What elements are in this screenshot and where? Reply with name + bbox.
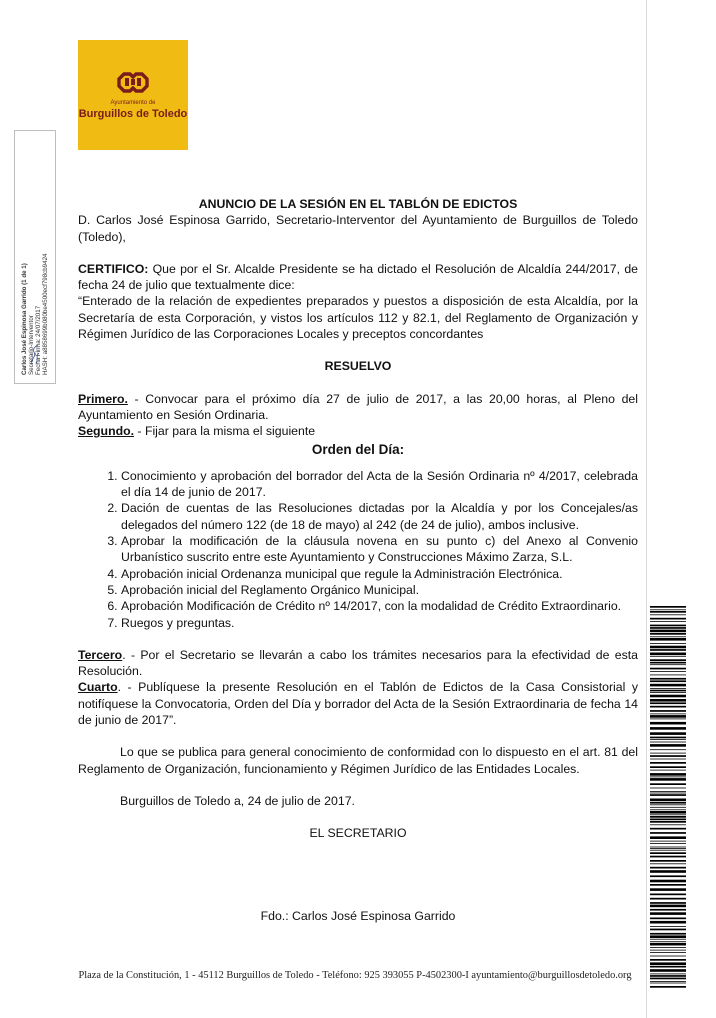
barcode-bar (650, 966, 686, 968)
agenda-item: 5. Aprobación inicial del Reglamento Orgánico Municipal. (121, 582, 638, 598)
agenda-item: 6. Aprobación Modificación de Crédito nº 14/2017, con la modalidad de Crédito Extraordinario. (121, 598, 638, 614)
primero-paragraph (78, 391, 638, 424)
barcode-bar (650, 912, 686, 915)
barcode-bar (650, 777, 686, 778)
handwritten-signature-icon (27, 343, 43, 367)
barcode-bar (650, 649, 686, 651)
barcode-bar (650, 699, 686, 702)
barcode-bar (650, 856, 686, 858)
barcode-bar (650, 828, 686, 830)
barcode-bar (650, 794, 686, 796)
document-title: ANUNCIO DE LA SESIÓN EN EL TABLÓN DE EDICTOS (198, 197, 518, 211)
barcode-bar (650, 662, 686, 664)
barcode-bar (650, 843, 686, 844)
signer-role: EL SECRETARIO (309, 826, 407, 841)
certifico-paragraph (78, 261, 638, 294)
barcode-bar (650, 646, 686, 649)
primero-label: Primero. (78, 391, 128, 406)
barcode-bar (650, 732, 686, 735)
barcode-bar (650, 793, 686, 794)
barcode-bar (650, 739, 686, 740)
barcode-bar (650, 959, 686, 961)
barcode-bar (650, 715, 686, 718)
barcode-bar (650, 852, 686, 854)
barcode-bar (650, 791, 686, 792)
primero-text: - Convocar para el próximo día 27 de julio de 2017, a las 20,00 horas, al Pleno del Ayuntamiento en Sesión Ordinaria. (78, 391, 638, 422)
margin-rule (646, 0, 647, 1018)
barcode-bar (650, 762, 686, 764)
barcode-bar (650, 804, 686, 805)
barcode-bar (650, 653, 686, 656)
barcode-bar (650, 684, 686, 687)
barcode-bar (650, 841, 686, 842)
barcode-bar (650, 962, 686, 965)
barcode-bar (650, 690, 686, 692)
barcode-bar (650, 664, 686, 665)
barcode-bar (650, 783, 686, 785)
cuarto-paragraph (78, 679, 638, 728)
barcode-bar (650, 618, 686, 620)
barcode-bar (650, 952, 686, 953)
barcode-bar (650, 749, 686, 750)
agenda-item: 2. Dación de cuentas de las Resoluciones dictadas por la Alcaldía y por los Concejales/as delegados del número 122 (de 18 de mayo) al 242 (de 24 de julio), ambos inclusive. (121, 500, 638, 533)
stamp-signer: Carlos José Espinosa Garrido (1 de 1) (21, 263, 28, 375)
barcode-bar (650, 981, 686, 982)
barcode-bar (650, 824, 686, 825)
barcode-bar (650, 975, 686, 977)
barcode-bar (650, 702, 686, 704)
barcode-bar (650, 863, 686, 864)
barcode-bar (650, 918, 686, 920)
barcode-bar (650, 659, 686, 661)
castle-emblem-icon (78, 40, 188, 150)
barcode-bar (650, 625, 686, 627)
barcode-bar (650, 935, 686, 938)
barcode-bar (650, 898, 686, 900)
barcode-bar (650, 978, 686, 980)
segundo-paragraph (78, 423, 638, 439)
cuarto-label: Cuarto (78, 680, 118, 695)
barcode-bar (650, 809, 686, 810)
barcode-bar (650, 773, 686, 776)
barcode-bar (650, 867, 686, 869)
barcode-bar (650, 947, 686, 948)
barcode-bar (650, 814, 686, 815)
stamp-role: Secretario-Interventor (28, 315, 35, 375)
agenda-item: 4. Aprobación inicial Ordenanza municipal que regule la Administración Electrónica. (121, 566, 638, 582)
barcode-bar (650, 799, 686, 802)
barcode-bar (650, 675, 686, 676)
agenda-list (78, 468, 638, 631)
signature-stamp (14, 130, 56, 384)
barcode-bar (650, 986, 686, 988)
barcode-bar (650, 678, 686, 680)
barcode-bar (650, 627, 686, 629)
publication-paragraph: Lo que se publica para general conocimiento de conformidad con lo dispuesto en el art. 81 del Reglamento de Organización, funcionamiento y Régimen Jurídico de las Entidades Locales. (78, 745, 638, 776)
barcode-bar (650, 974, 686, 975)
barcode-bar (650, 680, 686, 682)
barcode-bar (650, 950, 686, 951)
barcode-bar (650, 614, 686, 615)
barcode-bar (650, 722, 686, 725)
barcode-bar (650, 710, 686, 712)
barcode-bar (650, 759, 686, 760)
barcode-bar (650, 848, 686, 849)
agenda-item: 1. Conocimiento y aprobación del borrador del Acta de la Sesión Ordinaria nº 4/2017, celebrada el día 14 de junio de 2017. (121, 468, 638, 501)
barcode-bar (650, 671, 686, 672)
stamp-hash: HASH: a8858699b080be4500ecf798cb9424 (42, 253, 49, 375)
orden-del-dia-heading: Orden del Día: (311, 441, 405, 457)
agenda-item: 7. Ruegos y preguntas. (121, 615, 638, 631)
barcode-bar (650, 611, 686, 613)
barcode-bar (650, 688, 686, 689)
barcode-bar (650, 744, 686, 747)
barcode-bar (650, 933, 686, 935)
barcode-bar (650, 870, 686, 873)
barcode-bar (650, 609, 686, 610)
intro-paragraph: D. Carlos José Espinosa Garrido, Secretario-Interventor del Ayuntamiento de Burguillos de Toledo (Toledo), (78, 213, 638, 244)
barcode (650, 606, 686, 988)
barcode-bar (650, 894, 686, 896)
barcode-bar (650, 969, 686, 972)
barcode-bar (650, 638, 686, 641)
document-body (78, 196, 638, 924)
stamp-date: Fecha Firma: 24/07/2017 (35, 305, 42, 375)
barcode-bar (650, 630, 686, 633)
barcode-bar (650, 926, 686, 927)
barcode-bar (650, 884, 686, 886)
certifico-label: CERTIFICO: (78, 261, 149, 276)
barcode-bar (650, 719, 686, 720)
barcode-bar (650, 875, 686, 877)
signer-name: Fdo.: Carlos José Espinosa Garrido (260, 908, 456, 923)
barcode-bar (650, 706, 686, 708)
barcode-bar (650, 943, 686, 946)
agenda-item: 3. Aprobar la modificación de la cláusula novena en su punto c) del Anexo al Convenio Urbanístico suscrito entre este Ayuntamiento y Construcciones Máximo Zarza, S.L. (121, 533, 638, 566)
barcode-bar (650, 727, 686, 730)
barcode-bar (650, 816, 686, 818)
barcode-bar (650, 821, 686, 823)
barcode-bar (650, 766, 686, 768)
place-date: Burguillos de Toledo a, 24 de julio de 2017. (120, 793, 355, 808)
segundo-label: Segundo. (78, 424, 135, 439)
cuarto-text: . - Publíquese la presente Resolución en el Tablón de Edictos de la Casa Consistorial y notifíquese la Convocatoria, Orden del Día y borrador del Acta de la Sesión Extraordinaria de fecha 14 de junio de 2017”. (78, 680, 638, 728)
barcode-bar (650, 770, 686, 771)
logo-small-text: Ayuntamiento de (110, 100, 156, 106)
barcode-bar (650, 902, 686, 904)
barcode-bar (650, 905, 686, 908)
municipality-logo (78, 40, 188, 150)
tercero-text: . - Por el Secretario se llevarán a cabo los trámites necesarios para la efectividad de esta Resolución. (78, 647, 638, 679)
barcode-bar (650, 778, 686, 781)
barcode-bar (650, 983, 686, 984)
barcode-bar (650, 819, 686, 821)
resuelvo-heading: RESUELVO (324, 359, 392, 374)
barcode-bar (650, 668, 686, 670)
barcode-bar (650, 692, 686, 693)
segundo-text: - Fijar para la misma el siguiente (134, 424, 316, 439)
footer-address: Plaza de la Constitución, 1 - 45112 Burguillos de Toledo - Teléfono: 925 393055 P-4502300-I ayuntamiento@burguillosdetoledo.org (78, 970, 632, 981)
logo-name: Burguillos de Toledo (78, 108, 188, 120)
barcode-bar (650, 850, 686, 851)
tercero-label: Tercero (78, 647, 123, 662)
barcode-bar (650, 714, 686, 715)
barcode-bar (650, 753, 686, 754)
barcode-bar (650, 737, 686, 739)
barcode-bar (650, 802, 686, 804)
barcode-bar (650, 788, 686, 789)
barcode-bar (650, 880, 686, 883)
barcode-bar (650, 939, 686, 940)
barcode-bar (650, 621, 686, 622)
quote-paragraph: “Enterado de la relación de expedientes preparados y puestos a disposición de esta Alcaldía, por la Secretaría de esta Corporación, y vistos los artículos 112 y 82.1, del Reglamento de Organización y Régimen Jurídico de las Corporaciones Locales y preceptos concordantes (78, 294, 638, 342)
barcode-bar (650, 941, 686, 942)
barcode-bar (650, 860, 686, 862)
barcode-bar (650, 811, 686, 814)
barcode-bar (650, 956, 686, 957)
barcode-bar (650, 755, 686, 757)
barcode-bar (650, 847, 686, 848)
barcode-bar (650, 888, 686, 891)
barcode-bar (650, 929, 686, 931)
tercero-paragraph (78, 647, 638, 680)
barcode-bar (650, 742, 686, 743)
barcode-bar (650, 909, 686, 911)
barcode-bar (650, 633, 686, 635)
barcode-bar (650, 832, 686, 834)
barcode-bar (650, 656, 686, 657)
barcode-bar (650, 636, 686, 637)
barcode-bar (650, 836, 686, 839)
barcode-bar (650, 643, 686, 644)
barcode-bar (650, 606, 686, 608)
barcode-bar (650, 921, 686, 924)
certifico-text: Que por el Sr. Alcalde Presidente se ha dictado el Resolución de Alcaldía 244/2017, de fecha 24 de julio que textualmente dice: (78, 261, 638, 293)
barcode-bar (650, 695, 686, 698)
barcode-bar (650, 807, 686, 808)
